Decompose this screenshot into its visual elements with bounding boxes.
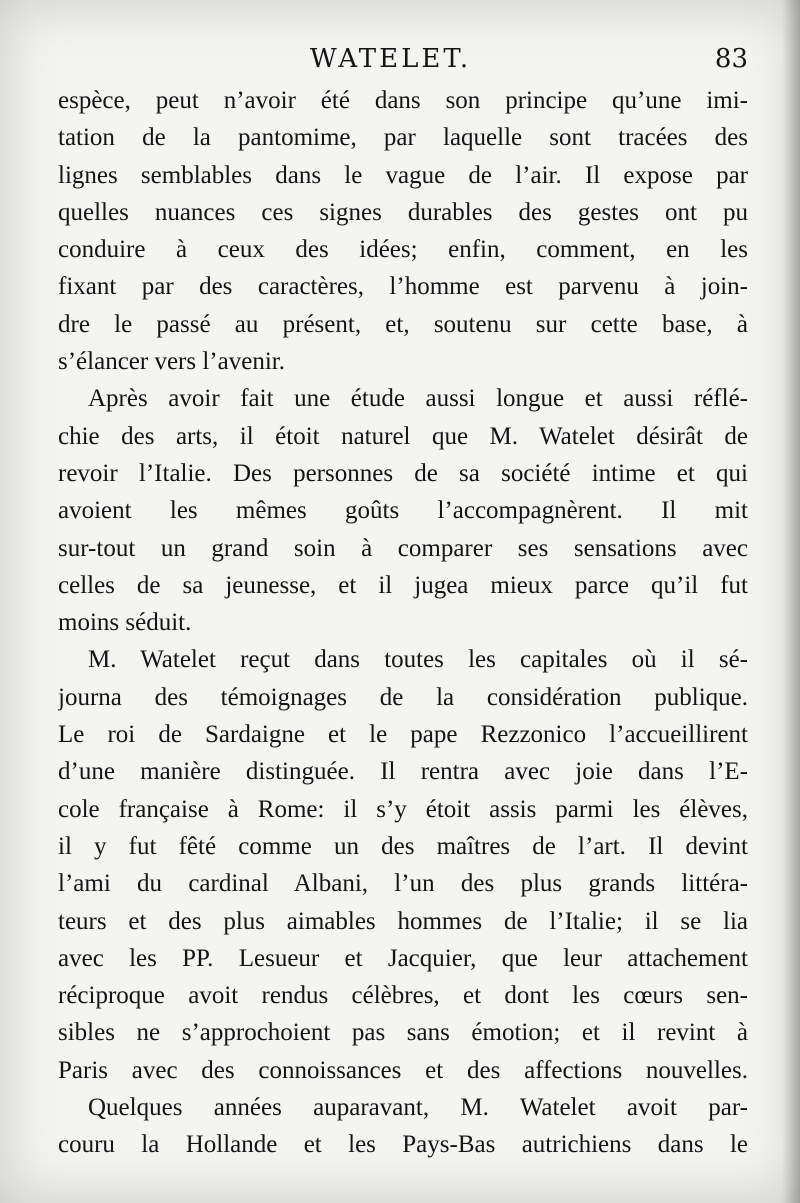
text-line: Le roi de Sardaigne et le pape Rezzonico l’accueillirent: [58, 721, 748, 749]
text-line: celles de sa jeunesse, et il jugea mieux parce qu’il fut: [58, 571, 748, 599]
text-line: avoient les mêmes goûts l’accompagnèrent. Il mit: [58, 497, 748, 525]
text-line: avec les PP. Lesueur et Jacquier, que leur attachement: [58, 944, 748, 972]
page-header: [58, 44, 748, 84]
text-line: réciproque avoit rendus célèbres, et dont les cœurs sen-: [58, 982, 748, 1010]
text-line: teurs et des plus aimables hommes de l’Italie; il se lia: [58, 907, 748, 935]
text-line: sur-tout un grand soin à comparer ses sensations avec: [58, 534, 748, 562]
text-line: cole française à Rome: il s’y étoit assis parmi les élèves,: [58, 795, 748, 823]
text-line: couru la Hollande et les Pays-Bas autrichiens dans le: [58, 1131, 748, 1159]
body-text: [58, 82, 748, 1164]
text-line: revoir l’Italie. Des personnes de sa société intime et qui: [58, 459, 748, 487]
text-line: Quelques années auparavant, M. Watelet avoit par-: [88, 1094, 748, 1122]
text-line: il y fut fêté comme un des maîtres de l’art. Il devint: [58, 832, 748, 860]
text-line: chie des arts, il étoit naturel que M. Watelet désirât de: [58, 422, 748, 450]
text-line: lignes semblables dans le vague de l’air. Il expose par: [58, 161, 748, 189]
text-line: quelles nuances ces signes durables des gestes ont pu: [58, 198, 748, 226]
running-head: WATELET.: [310, 44, 472, 74]
text-line: tation de la pantomime, par laquelle sont tracées des: [58, 124, 748, 152]
text-line: M. Watelet reçut dans toutes les capitales où il sé-: [88, 646, 748, 674]
text-line: s’élancer vers l’avenir.: [58, 348, 285, 376]
text-line: dre le passé au présent, et, soutenu sur cette base, à: [58, 310, 748, 338]
text-line: espèce, peut n’avoir été dans son principe qu’une imi-: [58, 87, 748, 114]
text-line: sibles ne s’approchoient pas sans émotion; et il revint à: [58, 1019, 748, 1047]
text-line: moins séduit.: [58, 609, 192, 637]
page-edge-shadow: [782, 0, 800, 1203]
text-line: l’ami du cardinal Albani, l’un des plus grands littéra-: [58, 870, 748, 898]
text-line: fixant par des caractères, l’homme est parvenu à join-: [58, 273, 748, 301]
text-line: conduire à ceux des idées; enfin, comment, en les: [58, 236, 748, 264]
text-line: journa des témoignages de la considération publique.: [58, 683, 748, 711]
page-number: 83: [714, 44, 748, 74]
text-line: Après avoir fait une étude aussi longue et aussi réflé-: [88, 385, 748, 413]
text-line: d’une manière distinguée. Il rentra avec joie dans l’E-: [58, 758, 748, 786]
text-line: Paris avec des connoissances et des affections nouvelles.: [58, 1056, 748, 1084]
